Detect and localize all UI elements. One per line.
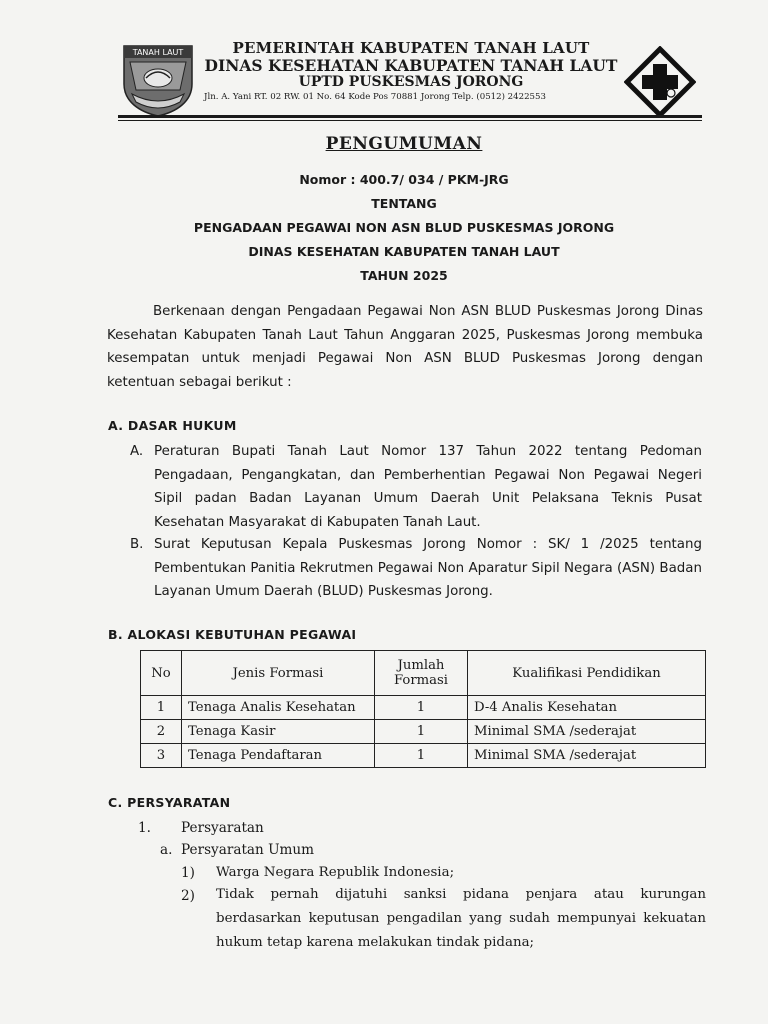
cell-jenis: Tenaga Pendaftaran [182, 744, 375, 768]
cell-kualifikasi: Minimal SMA /sederajat [468, 720, 706, 744]
announcement-heading: PENGUMUMAN [325, 134, 483, 154]
table-row [141, 696, 706, 720]
section-b-heading: B. ALOKASI KEBUTUHAN PEGAWAI [108, 627, 357, 642]
header-kualifikasi: Kualifikasi Pendidikan [468, 651, 706, 696]
section-a-heading: A. DASAR HUKUM [108, 418, 237, 433]
announcement-year: TAHUN 2025 [360, 268, 448, 283]
cell-jenis: Tenaga Analis Kesehatan [182, 696, 375, 720]
staff-allocation-table [140, 650, 706, 768]
cell-no: 2 [141, 720, 182, 744]
puskesmas-cross-icon [624, 46, 696, 118]
tanah-laut-emblem-icon [120, 44, 196, 118]
section-c-heading: C. PERSYARATAN [108, 795, 231, 810]
letterhead-rule-thick [118, 115, 702, 118]
legal-basis-text: Peraturan Bupati Tanah Laut Nomor 137 Tahun 2022 tentang Pedoman Pengadaan, Pengangkatan, dan Pemberhentian Pegawai Non Pegawai Negeri Sipil padan Badan Layanan Umum Daerah Unit Pelaksana Teknis Pusat Kesehatan Masyarakat di Kabupaten Tanah Laut. [154, 444, 702, 530]
legal-basis-marker: B. [130, 537, 144, 552]
header-jumlah-formasi [375, 651, 468, 696]
cell-no: 3 [141, 744, 182, 768]
cell-no: 1 [141, 696, 182, 720]
requirement-text: Tidak pernah dijatuhi sanksi pidana penjara atau kurungan berdasarkan keputusan pengadilan yang sudah mempunyai kekuatan hukum tetap karena melakukan tindak pidana; [216, 887, 706, 950]
cell-kualifikasi: Minimal SMA /sederajat [468, 744, 706, 768]
requirement-marker: 2) [181, 888, 195, 904]
header-jenis-formasi: Jenis Formasi [182, 651, 375, 696]
cell-jenis: Tenaga Kasir [182, 720, 375, 744]
header-no: No [141, 651, 182, 696]
requirement-text: Warga Negara Republik Indonesia; [216, 865, 455, 880]
general-requirement-label: Persyaratan Umum [181, 842, 315, 858]
cell-jumlah: 1 [375, 696, 468, 720]
announcement-subject-1: PENGADAAN PEGAWAI NON ASN BLUD PUSKESMAS JORONG [193, 220, 615, 235]
table-row [141, 720, 706, 744]
intro-paragraph: Berkenaan dengan Pengadaan Pegawai Non ASN BLUD Puskesmas Jorong Dinas Kesehatan Kabupaten Tanah Laut Tahun Anggaran 2025, Puskesmas Jorong membuka kesempatan untuk menjadi Pegawai Non ASN BLUD Puskesmas Jorong dengan ketentuan sebagai berikut : [107, 304, 703, 390]
table-row [141, 744, 706, 768]
requirement-marker: 1) [181, 865, 195, 881]
cell-kualifikasi: D-4 Analis Kesehatan [468, 696, 706, 720]
cell-jumlah: 1 [375, 744, 468, 768]
header-jumlah-line-2: Formasi [393, 673, 449, 688]
table-header-row [141, 651, 706, 696]
announcement-number: Nomor : 400.7/ 034 / PKM-JRG [299, 172, 509, 187]
legal-basis-marker: A. [130, 444, 144, 459]
legal-basis-item [130, 440, 702, 534]
letterhead [196, 40, 626, 91]
cell-jumlah: 1 [375, 720, 468, 744]
emblem-label: TANAH LAUT [132, 48, 184, 57]
announcement-title-block [100, 134, 708, 288]
requirement-item-marker: 1. [138, 820, 151, 836]
legal-basis-item [130, 533, 702, 604]
letterhead-line-government: PEMERINTAH KABUPATEN TANAH LAUT [232, 39, 590, 57]
header-jumlah-line-1: Jumlah [397, 658, 445, 673]
requirement-item-label: Persyaratan [181, 820, 264, 836]
legal-basis-text: Surat Keputusan Kepala Puskesmas Jorong Nomor : SK/ 1 /2025 tentang Pembentukan Panitia Rekrutmen Pegawai Non Aparatur Sipil Negara (ASN) Badan Layanan Umum Daerah (BLUD) Puskesmas Jorong. [154, 537, 702, 599]
letterhead-rule-thin [118, 120, 702, 121]
letterhead-address: Jln. A. Yani RT. 02 RW. 01 No. 64 Kode Pos 70881 Jorong Telp. (0512) 2422553 [204, 92, 546, 102]
letterhead-line-department: DINAS KESEHATAN KABUPATEN TANAH LAUT [204, 56, 618, 75]
announcement-about: TENTANG [371, 196, 437, 211]
letterhead-line-unit: UPTD PUSKESMAS JORONG [298, 74, 524, 90]
announcement-subject-2: DINAS KESEHATAN KABUPATEN TANAH LAUT [248, 244, 560, 259]
general-requirement-marker: a. [160, 842, 173, 858]
